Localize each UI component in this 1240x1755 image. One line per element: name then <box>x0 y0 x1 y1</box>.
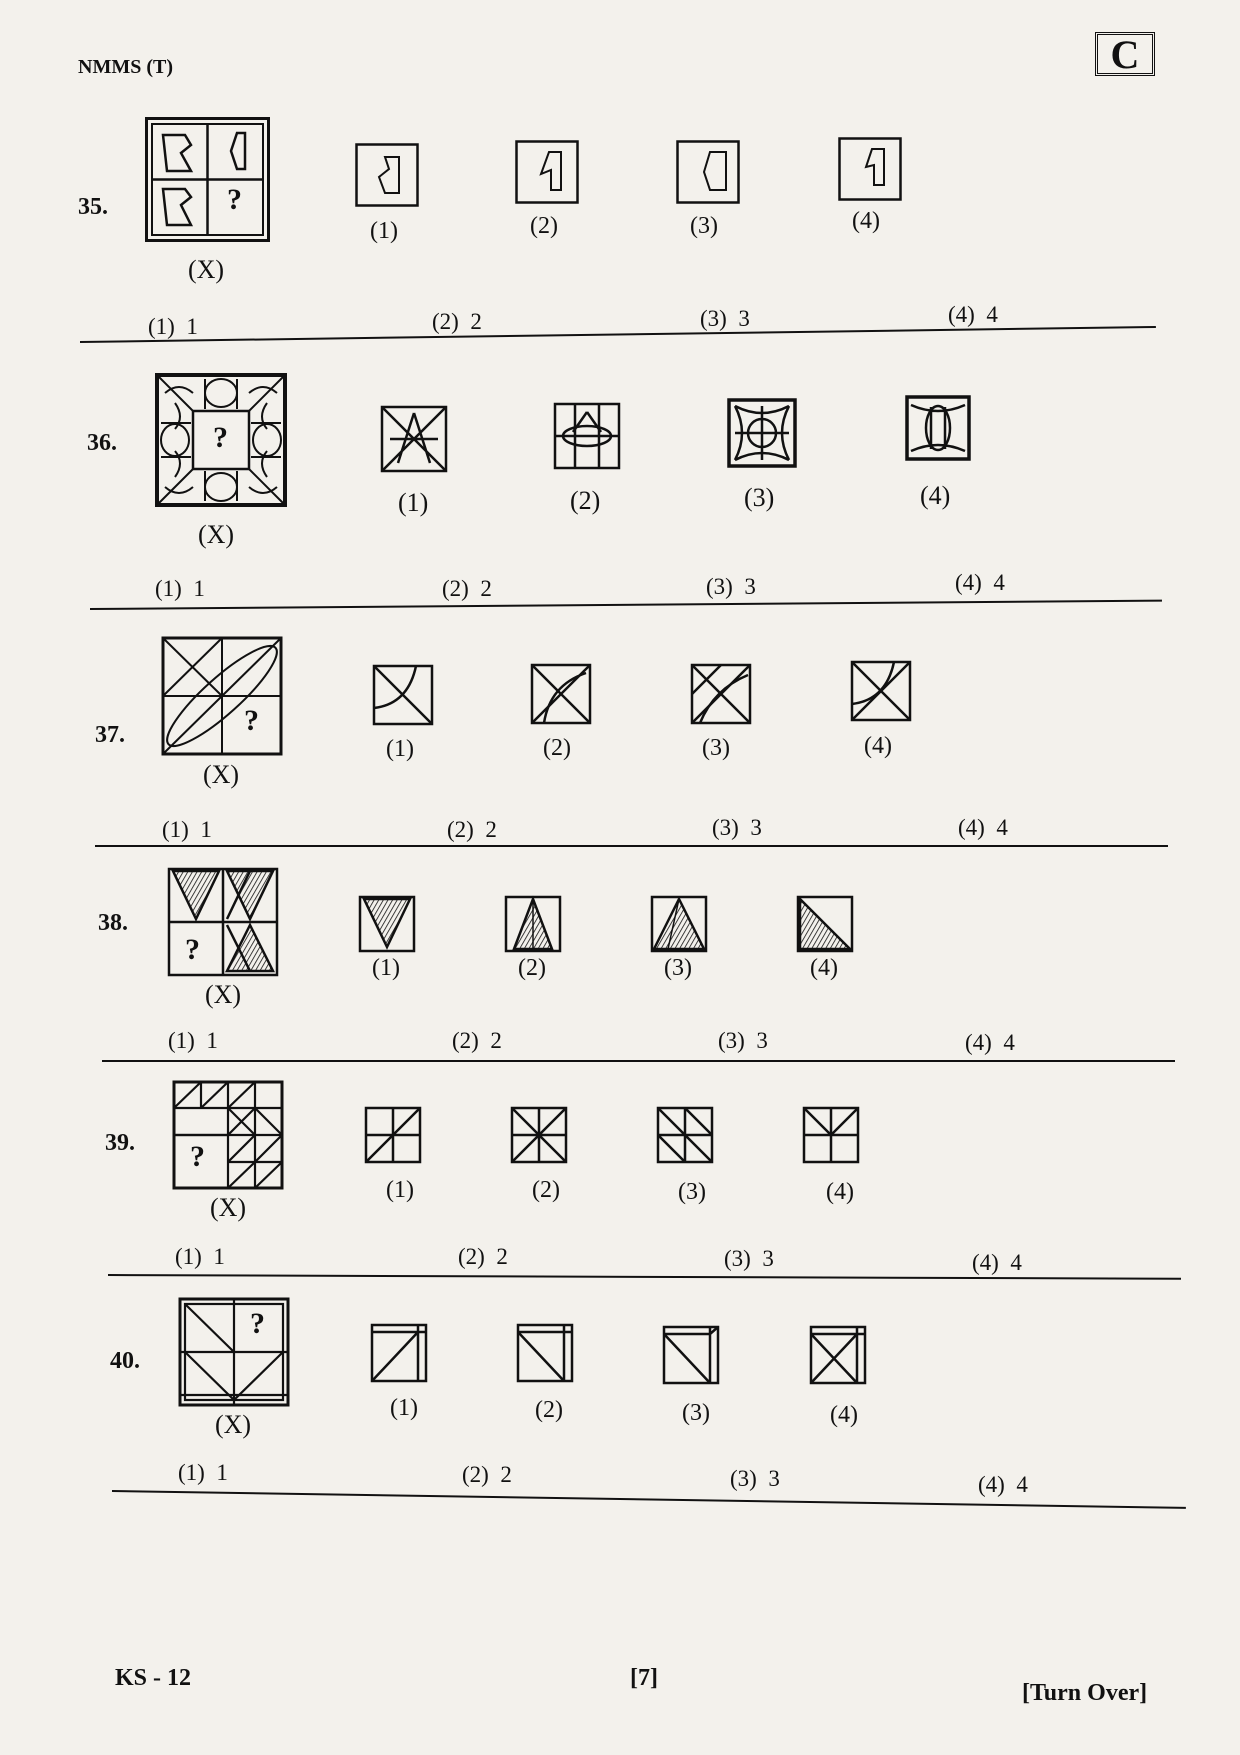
question-number: 38. <box>98 910 128 936</box>
answer-option-3[interactable]: (3) 3 <box>712 815 762 840</box>
option-figure-4 <box>838 137 902 201</box>
set-badge: C <box>1095 32 1155 76</box>
option-figure-1 <box>372 664 434 726</box>
question-figure-x <box>155 373 287 507</box>
answer-option-4[interactable]: (4) 4 <box>972 1250 1022 1275</box>
option-label-4: (4) <box>852 208 880 234</box>
option-label-4: (4) <box>830 1402 858 1428</box>
option-figure-3 <box>656 1106 714 1164</box>
figure-x-label: (X) <box>198 520 235 549</box>
figure-x-label: (X) <box>188 255 225 284</box>
answer-option-2[interactable]: (2) 2 <box>452 1028 502 1053</box>
answer-option-3[interactable]: (3) 3 <box>718 1028 768 1053</box>
option-figure-2 <box>553 402 621 470</box>
answer-option-1[interactable]: (1) 1 <box>155 576 205 601</box>
question-mark: ? <box>227 183 242 216</box>
option-label-2: (2) <box>532 1177 560 1203</box>
answer-option-2[interactable]: (2) 2 <box>447 817 497 842</box>
answer-option-4[interactable]: (4) 4 <box>948 302 998 327</box>
answer-option-3[interactable]: (3) 3 <box>700 306 750 331</box>
option-label-3: (3) <box>678 1179 706 1205</box>
booklet-code: KS - 12 <box>115 1665 192 1691</box>
turn-over-note: [Turn Over] <box>1022 1680 1148 1706</box>
page-number: [7] <box>630 1665 658 1691</box>
answer-option-1[interactable]: (1) 1 <box>175 1244 225 1269</box>
option-label-3: (3) <box>682 1400 710 1426</box>
option-label-1: (1) <box>370 218 398 244</box>
answer-option-4[interactable]: (4) 4 <box>965 1030 1015 1055</box>
option-label-3: (3) <box>744 483 775 512</box>
option-figure-2 <box>515 140 579 204</box>
option-figure-2 <box>510 1106 568 1164</box>
separator-line <box>102 1060 1175 1062</box>
question-figure-x <box>167 867 279 977</box>
option-figure-1 <box>380 405 448 473</box>
figure-x-label: (X) <box>205 980 242 1009</box>
answer-option-2[interactable]: (2) 2 <box>442 576 492 601</box>
option-figure-1 <box>364 1106 422 1164</box>
option-figure-4 <box>850 660 912 722</box>
separator-line <box>80 326 1156 343</box>
option-label-2: (2) <box>543 735 571 761</box>
option-label-3: (3) <box>690 213 718 239</box>
answer-option-4[interactable]: (4) 4 <box>955 570 1005 595</box>
option-figure-3 <box>662 1325 720 1385</box>
option-label-4: (4) <box>810 955 838 981</box>
option-label-4: (4) <box>920 481 951 510</box>
question-mark: ? <box>190 1140 205 1173</box>
question-number: 37. <box>95 722 125 748</box>
option-figure-3 <box>650 895 708 953</box>
option-label-3: (3) <box>702 735 730 761</box>
option-figure-1 <box>358 895 416 953</box>
option-label-2: (2) <box>530 213 558 239</box>
answer-option-2[interactable]: (2) 2 <box>432 309 482 334</box>
question-figure-x <box>161 636 283 756</box>
question-number: 36. <box>87 430 117 456</box>
question-number: 40. <box>110 1348 140 1374</box>
figure-x-label: (X) <box>203 760 240 789</box>
option-figure-4 <box>802 1106 860 1164</box>
question-mark: ? <box>213 421 228 454</box>
option-figure-2 <box>504 895 562 953</box>
answer-option-4[interactable]: (4) 4 <box>958 815 1008 840</box>
answer-option-1[interactable]: (1) 1 <box>168 1028 218 1053</box>
option-label-2: (2) <box>570 486 601 515</box>
question-number: 35. <box>78 194 108 220</box>
option-label-4: (4) <box>826 1179 854 1205</box>
answer-option-3[interactable]: (3) 3 <box>724 1246 774 1271</box>
option-figure-1 <box>370 1323 428 1383</box>
option-figure-2 <box>530 663 592 725</box>
exam-code: NMMS (T) <box>78 56 173 78</box>
answer-option-2[interactable]: (2) 2 <box>458 1244 508 1269</box>
separator-line <box>95 845 1168 847</box>
option-label-1: (1) <box>372 955 400 981</box>
option-label-1: (1) <box>386 1177 414 1203</box>
option-figure-3 <box>690 663 752 725</box>
figure-x-label: (X) <box>215 1410 252 1439</box>
answer-option-2[interactable]: (2) 2 <box>462 1462 512 1487</box>
answer-option-1[interactable]: (1) 1 <box>148 314 198 339</box>
option-label-2: (2) <box>518 955 546 981</box>
option-figure-1 <box>355 143 419 207</box>
option-figure-4 <box>905 395 971 461</box>
option-label-1: (1) <box>398 488 429 517</box>
option-figure-4 <box>809 1325 867 1385</box>
figure-x-label: (X) <box>210 1193 247 1222</box>
question-figure-x <box>172 1080 284 1190</box>
question-figure-x <box>145 117 270 242</box>
question-mark: ? <box>185 933 200 966</box>
answer-option-3[interactable]: (3) 3 <box>730 1466 780 1491</box>
answer-option-3[interactable]: (3) 3 <box>706 574 756 599</box>
answer-option-1[interactable]: (1) 1 <box>162 817 212 842</box>
answer-option-1[interactable]: (1) 1 <box>178 1460 228 1485</box>
option-label-2: (2) <box>535 1397 563 1423</box>
question-mark: ? <box>250 1307 265 1340</box>
answer-option-4[interactable]: (4) 4 <box>978 1472 1028 1497</box>
question-number: 39. <box>105 1130 135 1156</box>
option-figure-2 <box>516 1323 574 1383</box>
separator-line <box>90 600 1162 610</box>
question-mark: ? <box>244 704 259 737</box>
question-figure-x <box>178 1297 290 1407</box>
option-figure-3 <box>727 398 797 468</box>
option-label-3: (3) <box>664 955 692 981</box>
option-label-1: (1) <box>390 1395 418 1421</box>
option-figure-3 <box>676 140 740 204</box>
option-figure-4 <box>796 895 854 953</box>
option-label-1: (1) <box>386 736 414 762</box>
option-label-4: (4) <box>864 733 892 759</box>
